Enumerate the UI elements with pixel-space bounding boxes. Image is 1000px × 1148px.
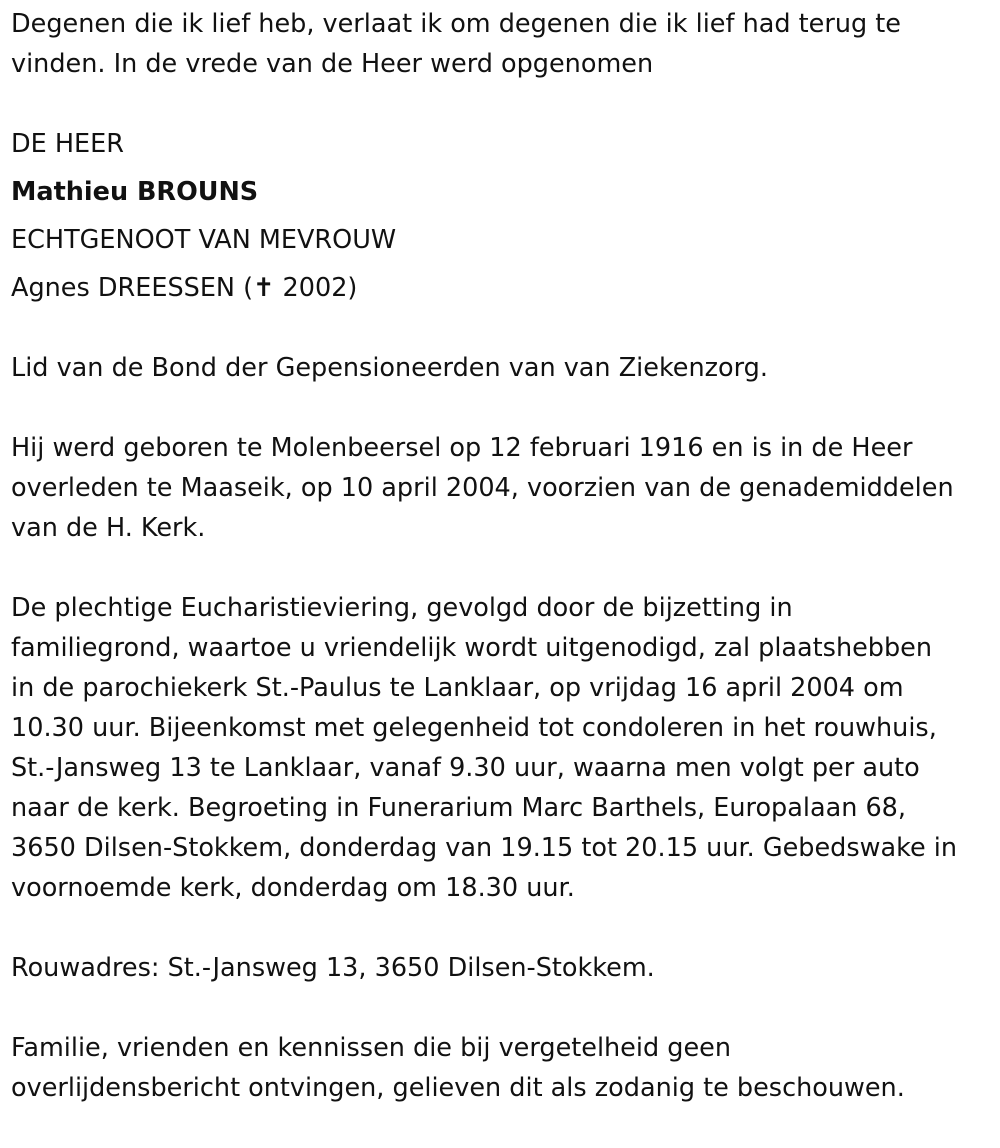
deceased-prefix: DE HEER bbox=[11, 129, 124, 159]
intro-line: vinden. In de vrede van de Heer werd opgenomen bbox=[11, 49, 654, 79]
membership-text: Lid van de Bond der Gepensioneerden van van Ziekenzorg. bbox=[11, 353, 768, 383]
obituary-document bbox=[11, 4, 991, 1148]
closing-paragraph bbox=[11, 1028, 991, 1108]
deceased-block bbox=[11, 124, 991, 308]
intro-paragraph bbox=[11, 4, 991, 84]
closing-line: overlijdensbericht ontvingen, gelieven dit als zodanig te beschouwen. bbox=[11, 1073, 905, 1103]
ceremony-line: in de parochiekerk St.-Paulus te Lanklaar, op vrijdag 16 april 2004 om bbox=[11, 673, 904, 703]
membership-paragraph bbox=[11, 348, 991, 388]
ceremony-paragraph bbox=[11, 588, 991, 908]
life-paragraph bbox=[11, 428, 991, 548]
spouse-name: Agnes DREESSEN (✝ 2002) bbox=[11, 273, 358, 303]
life-line: overleden te Maaseik, op 10 april 2004, voorzien van de genademiddelen bbox=[11, 473, 954, 503]
ceremony-line: voornoemde kerk, donderdag om 18.30 uur. bbox=[11, 873, 575, 903]
ceremony-line: 10.30 uur. Bijeenkomst met gelegenheid tot condoleren in het rouwhuis, bbox=[11, 713, 937, 743]
address-paragraph bbox=[11, 948, 991, 988]
ceremony-line: 3650 Dilsen-Stokkem, donderdag van 19.15 tot 20.15 uur. Gebedswake in bbox=[11, 833, 958, 863]
ceremony-line: naar de kerk. Begroeting in Funerarium Marc Barthels, Europalaan 68, bbox=[11, 793, 907, 823]
relation-text: ECHTGENOOT VAN MEVROUW bbox=[11, 225, 397, 255]
life-line: van de H. Kerk. bbox=[11, 513, 206, 543]
mourning-address: Rouwadres: St.-Jansweg 13, 3650 Dilsen-Stokkem. bbox=[11, 953, 655, 983]
intro-line: Degenen die ik lief heb, verlaat ik om degenen die ik lief had terug te bbox=[11, 9, 901, 39]
life-line: Hij werd geboren te Molenbeersel op 12 februari 1916 en is in de Heer bbox=[11, 433, 913, 463]
ceremony-line: familiegrond, waartoe u vriendelijk wordt uitgenodigd, zal plaatshebben bbox=[11, 633, 933, 663]
closing-line: Familie, vrienden en kennissen die bij vergetelheid geen bbox=[11, 1033, 731, 1063]
ceremony-line: St.-Jansweg 13 te Lanklaar, vanaf 9.30 uur, waarna men volgt per auto bbox=[11, 753, 920, 783]
ceremony-line: De plechtige Eucharistieviering, gevolgd door de bijzetting in bbox=[11, 593, 793, 623]
deceased-name: Mathieu BROUNS bbox=[11, 177, 259, 207]
